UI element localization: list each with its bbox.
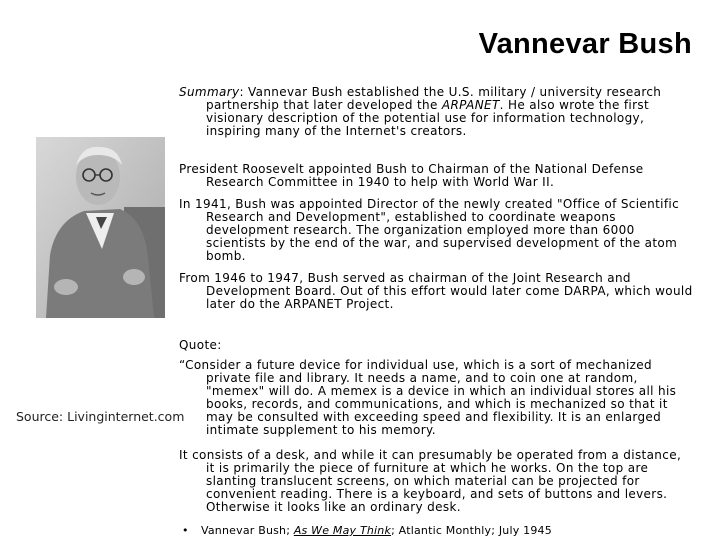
- citation: • Vannevar Bush; As We May Think; Atlantic Monthly; July 1945: [182, 524, 552, 537]
- summary-paragraph: Summary: Vannevar Bush established the U.S. military / university research partnership that later developed the ARPANET. He also wrote the first visionary description of the potential use for information technology, inspiring many of the Internet's creators.: [179, 85, 662, 138]
- arpanet-term: ARPANET: [441, 98, 500, 112]
- memex-quote: “Consider a future device for individual use, which is a sort of mechanized private file and library. It needs a name, and to coin one at random, "memex" will do. A memex is a device in which an individual stores all his books, records, and communications, and which is mechanized so that it may be consulted with exceeding speed and flexibility. It is an enlarged intimate supplement to his memory.: [179, 358, 677, 437]
- page-title: Vannevar Bush: [478, 28, 692, 60]
- roosevelt-paragraph: President Roosevelt appointed Bush to Chairman of the National Defense Research Committee in 1940 to help with World War II.: [179, 162, 644, 189]
- vannevar-bush-photo: [36, 137, 165, 318]
- jrdb-paragraph: From 1946 to 1947, Bush served as chairman of the Joint Research and Development Board. Out of this effort would later come DARPA, which would later do the ARPANET Project.: [179, 271, 693, 311]
- osrd-paragraph: In 1941, Bush was appointed Director of the newly created "Office of Scientific Research and Development", established to coordinate weapons development research. The organization employed more than 6000 scientists by the end of the war, and supervised development of the atom bomb.: [179, 197, 680, 263]
- summary-label: Summary: [179, 85, 240, 99]
- citation-link[interactable]: As We May Think: [293, 524, 392, 537]
- desk-paragraph: It consists of a desk, and while it can presumably be operated from a distance, it is primarily the piece of furniture at which he works. On the top are slanting translucent screens, on which material can be projected for convenient reading. There is a keyboard, and sets of buttons and levers. Otherwise it looks like an ordinary desk.: [179, 448, 682, 514]
- quote-label: Quote:: [179, 338, 222, 352]
- photo-source-caption: Source: Livinginternet.com: [16, 409, 185, 424]
- bullet-icon: •: [182, 524, 189, 537]
- article-body: [179, 86, 693, 537]
